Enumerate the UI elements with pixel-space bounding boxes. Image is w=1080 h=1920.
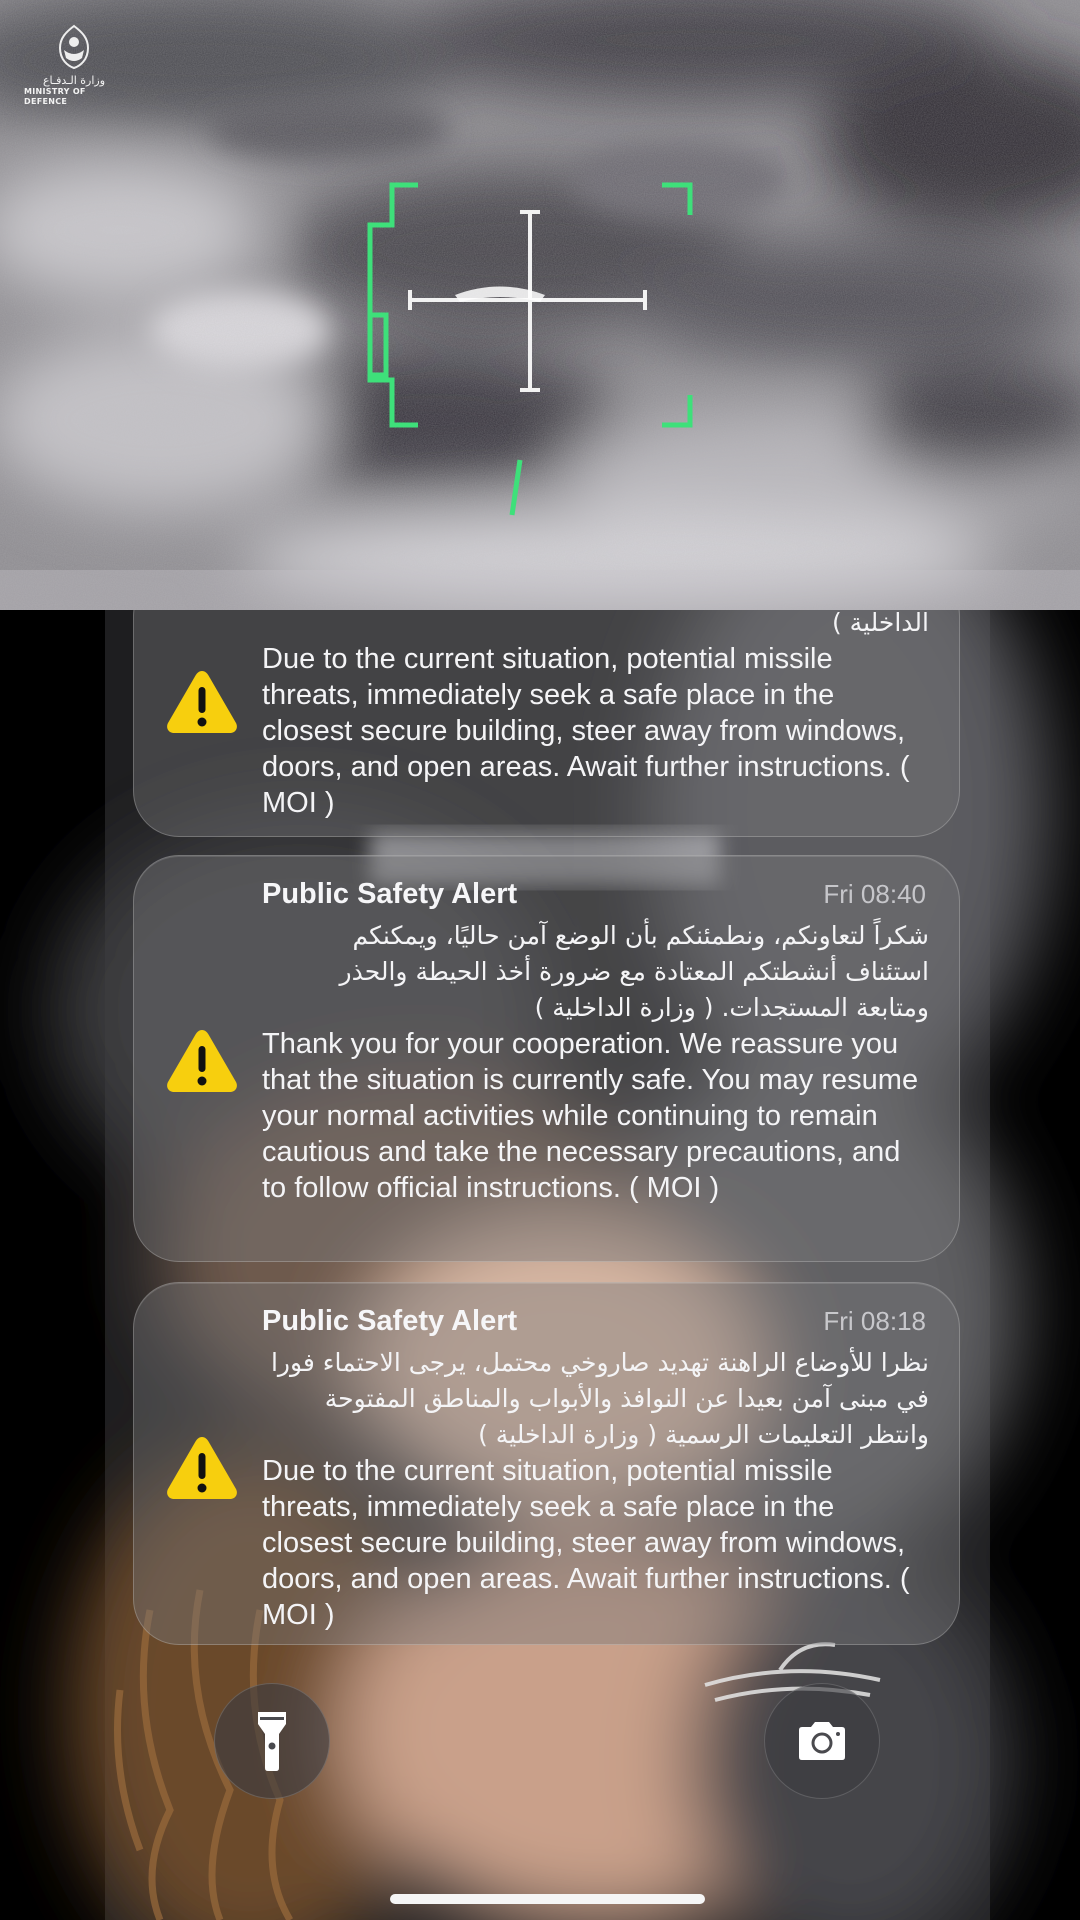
notification-2-time: Fri 08:40 [823,879,926,909]
notification-card-3[interactable] [133,1282,960,1645]
warning-icon [164,667,240,735]
home-indicator[interactable] [390,1894,705,1904]
warning-icon [164,1433,240,1501]
video-frame [0,0,1080,610]
camera-button[interactable] [764,1683,880,1799]
notification-2-title: Public Safety Alert [262,878,518,910]
notification-card-2[interactable] [133,855,960,1262]
ministry-emblem-icon [52,22,96,72]
notification-3-arabic: نظرا للأوضاع الراهنة تهديد صاروخي محتمل، يرجى الاحتماء فورا في مبنى آمن بعيدا عن النوافذ والأبواب والمناطق المفتوحة وانتظر التعليمات الرسمية ( وزارة الداخلية ) [270,1348,929,1449]
thermal-sky-image [0,0,1080,610]
notification-1-arabic: الداخلية ) [831,610,929,637]
notification-card-1[interactable] [133,610,960,837]
warning-icon [164,1026,240,1094]
ministry-arabic-name: وزارة الـدفـاع [42,74,106,87]
notification-1-english: Due to the current situation, potential missile threats, immediately seek a safe place in the closest secure building, steer away from windows, doors, and open areas. Await further instructions. ( MOI ) [262,643,910,819]
lock-screen [0,610,1080,1920]
ministry-logo [24,22,124,108]
camera-icon [795,1720,849,1762]
notification-2-arabic: شكراً لتعاونكم، ونطمئنكم بأن الوضع آمن حاليًا، ويمكنكم استئناف أنشطتكم المعتادة مع ضرورة أخذ الحيطة والحذر ومتابعة المستجدات. ( وزارة الداخلية ) [339,921,929,1022]
notification-3-title: Public Safety Alert [262,1305,518,1337]
flashlight-icon [255,1710,289,1772]
ministry-english-name: MINISTRY OF DEFENCE [24,87,86,106]
notification-2-english: Thank you for your cooperation. We reassure you that the situation is currently safe. You may resume your normal activities while continuing to remain cautious and take the necessary precautions, and to follow official instructions. ( MOI ) [262,1028,919,1204]
notification-3-time: Fri 08:18 [823,1306,926,1336]
notification-3-english: Due to the current situation, potential missile threats, immediately seek a safe place in the closest secure building, steer away from windows, doors, and open areas. Await further instructions. ( MOI ) [262,1455,910,1631]
flashlight-button[interactable] [214,1683,330,1799]
